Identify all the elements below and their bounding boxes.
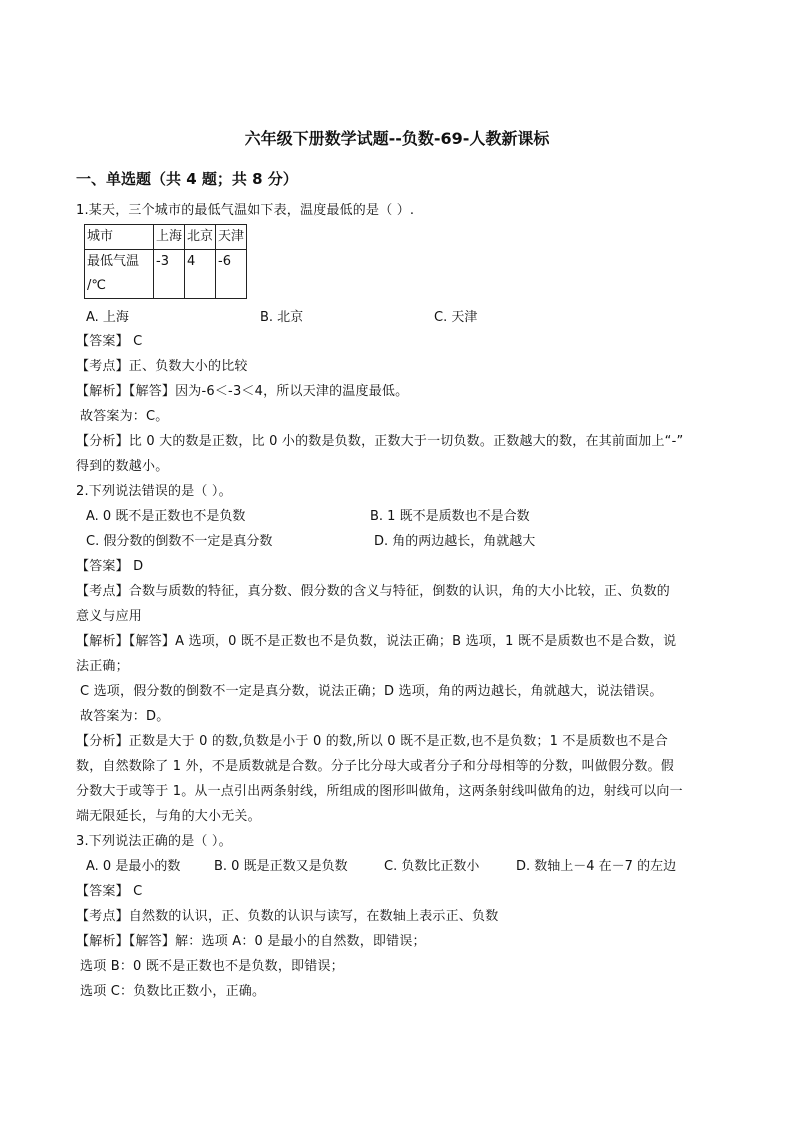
table-cell: -6 — [216, 250, 247, 299]
q2-fenxi-line1: 【分析】正数是大于 0 的数,负数是小于 0 的数,所以 0 既不是正数,也不是负数；1 不是质数也不是合 — [76, 734, 669, 749]
q3-jiexi-line3: 选项 C：负数比正数小，正确。 — [80, 984, 266, 999]
q1-fenxi-line2: 得到的数越小。 — [76, 459, 169, 474]
table-cell: 上海 — [154, 225, 185, 250]
q2-fenxi-line2: 数，自然数除了 1 外，不是质数就是合数。分子比分母大或者分子和分母相等的分数，叫做假分数。假 — [76, 759, 674, 774]
q2-stem: 2.下列说法错误的是（ ）。 — [76, 484, 232, 499]
table-row — [85, 250, 247, 299]
q1-jiexi: 【解析】【解答】因为-6＜-3＜4，所以天津的温度最低。 — [76, 384, 409, 399]
section-heading: 一、单选题（共 4 题；共 8 分） — [76, 170, 298, 188]
table-row — [85, 225, 247, 250]
q1-kaodian: 【考点】正、负数大小的比较 — [76, 359, 248, 374]
table-cell — [85, 250, 154, 299]
q2-guda: 故答案为：D。 — [80, 709, 170, 724]
q1-option-a: A. 上海 — [86, 310, 129, 325]
table-cell: 北京 — [185, 225, 216, 250]
q3-stem: 3.下列说法正确的是（ ）。 — [76, 834, 232, 849]
q1-fenxi-line1: 【分析】比 0 大的数是正数，比 0 小的数是负数，正数大于一切负数。正数越大的数，在其前面加上“-” — [76, 434, 684, 449]
q1-guda: 故答案为：C。 — [80, 409, 169, 424]
page-title: 六年级下册数学试题--负数-69-人教新课标 — [244, 129, 550, 148]
q3-option-c: C. 负数比正数小 — [384, 859, 480, 874]
q1-option-c: C. 天津 — [434, 310, 478, 325]
q2-fenxi-line4: 端无限延长，与角的大小无关。 — [76, 809, 261, 824]
q3-answer: 【答案】 C — [76, 884, 143, 899]
row-unit: /℃ — [87, 278, 106, 293]
q3-option-b: B. 0 既是正数又是负数 — [214, 859, 348, 874]
q2-option-b: B. 1 既不是质数也不是合数 — [370, 509, 530, 524]
table-cell: 4 — [185, 250, 216, 299]
q2-option-a: A. 0 既不是正数也不是负数 — [86, 509, 246, 524]
row-label: 最低气温 — [87, 254, 140, 269]
q2-jiexi-line2: 法正确； — [76, 659, 129, 674]
q2-kaodian-line1: 【考点】合数与质数的特征，真分数、假分数的含义与特征，倒数的认识，角的大小比较，正、负数的 — [76, 584, 671, 599]
q3-kaodian: 【考点】自然数的认识，正、负数的认识与读写，在数轴上表示正、负数 — [76, 909, 499, 924]
q1-option-b: B. 北京 — [260, 310, 304, 325]
q2-fenxi-line3: 分数大于或等于 1。从一点引出两条射线，所组成的图形叫做角，这两条射线叫做角的边，射线可以向一 — [76, 784, 683, 799]
q1-stem: 1.某天，三个城市的最低气温如下表，温度最低的是（ ）. — [76, 203, 415, 218]
temperature-table — [84, 224, 247, 299]
q3-option-d: D. 数轴上－4 在－7 的左边 — [516, 859, 677, 874]
q2-option-c: C. 假分数的倒数不一定是真分数 — [86, 534, 273, 549]
q2-jiexi-line1: 【解析】【解答】A 选项，0 既不是正数也不是负数，说法正确；B 选项，1 既不是质数也不是合数，说 — [76, 634, 677, 649]
q2-jiexi-line3: C 选项，假分数的倒数不一定是真分数，说法正确；D 选项，角的两边越长，角就越大，说法错误。 — [80, 684, 663, 699]
table-cell: -3 — [154, 250, 185, 299]
q2-kaodian-line2: 意义与应用 — [76, 609, 143, 624]
table-cell: 城市 — [85, 225, 154, 250]
q2-answer: 【答案】 D — [76, 559, 144, 574]
q3-jiexi-line1: 【解析】【解答】解：选项 A：0 是最小的自然数，即错误； — [76, 934, 426, 949]
q3-option-a: A. 0 是最小的数 — [86, 859, 181, 874]
table-cell: 天津 — [216, 225, 247, 250]
q3-jiexi-line2: 选项 B：0 既不是正数也不是负数，即错误； — [80, 959, 344, 974]
q2-option-d: D. 角的两边越长，角就越大 — [374, 534, 536, 549]
q1-answer: 【答案】 C — [76, 334, 143, 349]
